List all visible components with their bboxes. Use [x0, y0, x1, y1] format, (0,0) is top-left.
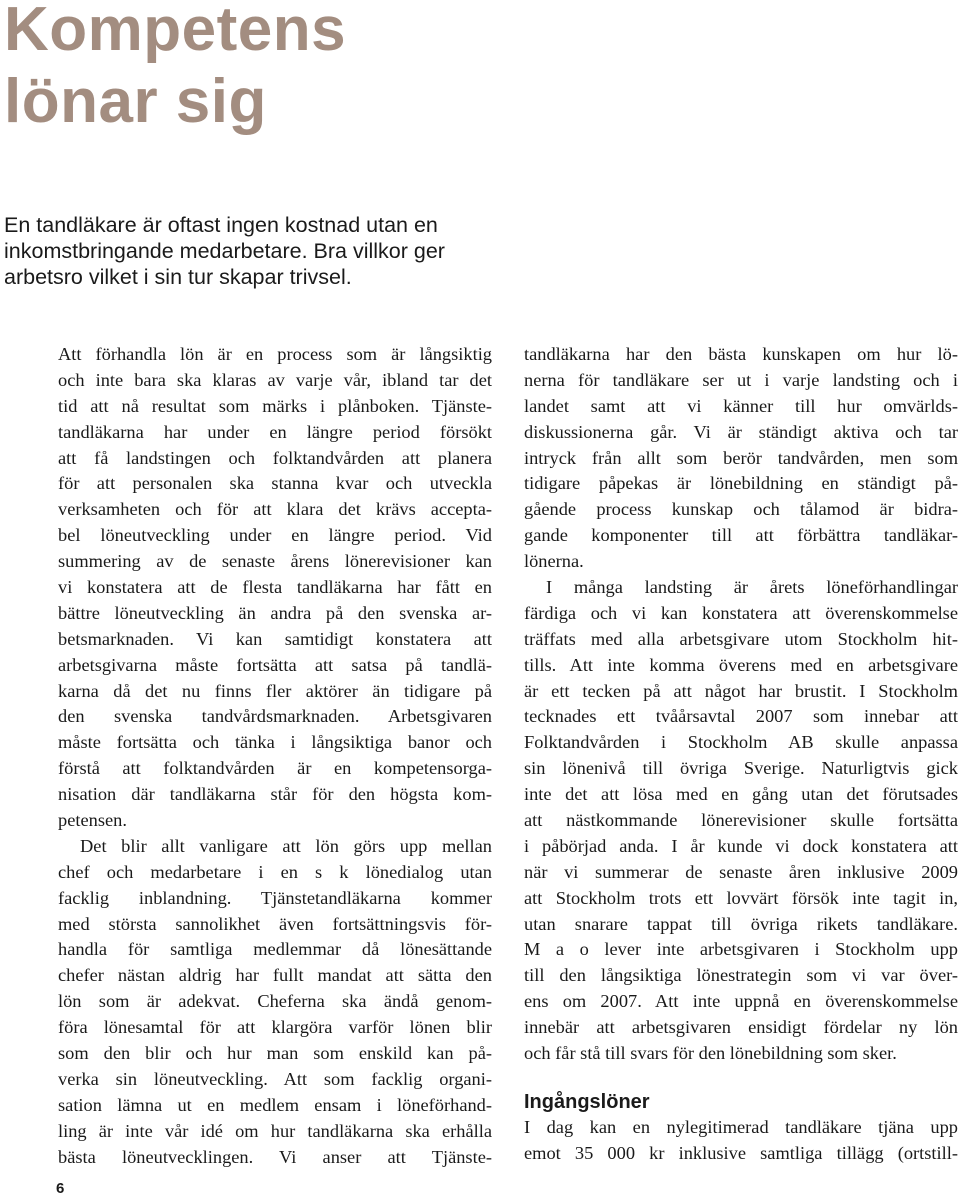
body-line: förstå att folktandvården är en kompetensorga- — [58, 758, 492, 779]
body-line: tid att nå resultat som märks i plånboken. Tjänste- — [58, 395, 492, 416]
body-line: lönerna. — [524, 551, 584, 572]
title-line-2: lönar sig — [4, 67, 267, 136]
body-line: chef och medarbetare i en s k lönedialog utan — [58, 861, 492, 882]
body-line: bel löneutveckling under en längre period. Vid — [58, 525, 492, 546]
body-line: summering av de senaste årens lönerevisioner kan — [58, 551, 492, 572]
body-line: arbetsgivarna måste fortsätta att satsa på tandlä- — [58, 654, 492, 675]
body-line: facklig inblandning. Tjänstetandläkarna kommer — [58, 887, 492, 908]
body-line: och inte bara ska klaras av varje vår, ibland tar det — [58, 369, 492, 390]
body-line: betsmarknaden. Vi kan samtidigt konstatera att — [58, 628, 492, 649]
body-line: landet samt att vi känner till hur omvärlds- — [524, 395, 958, 416]
body-line: gande komponenter till att förbättra tandläkar- — [524, 525, 958, 546]
body-line: M a o lever inte arbetsgivaren i Stockholm upp — [524, 939, 958, 960]
body-column-left — [58, 342, 492, 1171]
body-line: sin lönenivå till övriga Sverige. Naturligtvis gick — [524, 758, 958, 779]
body-line: verksamheten och för att klara det krävs accepta- — [58, 499, 492, 520]
body-line: chefer nästan aldrig har fullt mandat att sätta den — [58, 965, 492, 986]
body-line: gående process kunskap och tålamod är bidra- — [524, 499, 958, 520]
title-line-1: Kompetens — [4, 0, 347, 64]
body-line: emot 35 000 kr inklusive samtliga tillägg (ortstill- — [524, 1142, 958, 1163]
body-line: för att personalen ska stanna kvar och utveckla — [58, 473, 492, 494]
body-line: tills. Att inte komma överens med en arbetsgivare — [524, 654, 958, 675]
body-line: är ett tecken på att något har brustit. I Stockholm — [524, 680, 958, 701]
body-line: att nästkommande lönerevisioner skulle fortsätta — [524, 810, 958, 831]
body-line: tandläkarna har under en längre period försökt — [58, 421, 492, 442]
body-line: föra lönesamtal för att klargöra varför lönen blir — [58, 1017, 492, 1038]
page-number: 6 — [56, 1180, 65, 1197]
body-line: nisation där tandläkarna står för den högsta kom- — [58, 784, 492, 805]
body-line: att Stockholm trots ett lovvärt försök inte tagit in, — [524, 887, 958, 908]
body-line: vi konstatera att de flesta tandläkarna har fått en — [58, 577, 492, 598]
body-line: med största sannolikhet även fortsättningsvis för- — [58, 913, 492, 934]
body-line: handla för samtliga medlemmar då lönesättande — [58, 939, 492, 960]
body-line: nerna för tandläkare ser ut i varje landsting och i — [524, 369, 958, 390]
body-line: som den blir och hur man som enskild kan på- — [58, 1043, 492, 1064]
page-title — [4, 0, 346, 138]
body-line: bästa löneutvecklingen. Vi anser att Tjänste- — [58, 1146, 492, 1167]
section-heading: Ingångslöner — [524, 1090, 650, 1113]
body-line: Att förhandla lön är en process som är långsiktig — [58, 344, 492, 364]
body-line: petensen. — [58, 810, 127, 831]
body-line: när vi summerar de senaste åren inklusive 2009 — [524, 861, 958, 882]
body-line: i påbörjad anda. I år kunde vi dock konstatera att — [524, 835, 958, 856]
body-line: verka sin löneutveckling. Att som facklig organi- — [58, 1068, 492, 1089]
body-line: I många landsting är årets löneförhandlingar — [546, 577, 958, 598]
body-line: diskussionerna går. Vi är ständigt aktiva och tar — [524, 421, 958, 442]
body-line: den svenska tandvårdsmarknaden. Arbetsgivaren — [58, 706, 492, 727]
body-line: karna då det nu finns fler aktörer än tidigare på — [58, 680, 492, 701]
body-line: ling är inte vår idé om hur tandläkarna ska erhålla — [58, 1120, 492, 1141]
body-line: innebär att arbetsgivaren ensidigt fördelar ny lön — [524, 1017, 958, 1038]
lead-line: inkomstbringande medarbetare. Bra villkor ger — [4, 239, 445, 263]
body-line: Folktandvården i Stockholm AB skulle anpassa — [524, 732, 958, 753]
body-column-right — [524, 342, 958, 1167]
body-line: utan snarare tappat till övriga rikets tandläkare. — [524, 913, 958, 934]
body-line: intryck från allt som berör tandvården, men som — [524, 447, 958, 468]
body-line: inte det att lösa med en gång utan det förutsades — [524, 784, 958, 805]
body-line: bättre löneutveckling än andra på den svenska ar- — [58, 602, 492, 623]
body-line: till den långsiktiga lönestrategin som vi var över- — [524, 965, 958, 986]
body-line: Det blir allt vanligare att lön görs upp mellan — [80, 835, 492, 856]
body-line: sation lämna ut en medlem ensam i löneförhand- — [58, 1094, 492, 1115]
body-line: tandläkarna har den bästa kunskapen om hur lö- — [524, 344, 958, 364]
body-line: tidigare påpekas är lönebildning en ständigt på- — [524, 473, 958, 494]
body-line: måste fortsätta och tänka i långsiktiga banor och — [58, 732, 492, 753]
body-line: tecknades ett tvåårsavtal 2007 som innebar att — [524, 706, 958, 727]
body-line: ens om 2007. Att inte uppnå en överenskommelse — [524, 991, 958, 1012]
body-line: att få landstingen och folktandvården att planera — [58, 447, 492, 468]
body-line: färdiga och vi kan konstatera att överenskommelse — [524, 602, 958, 623]
lead-line: arbetsro vilket i sin tur skapar trivsel. — [4, 265, 352, 289]
body-line: lön som är adekvat. Cheferna ska ändå genom- — [58, 991, 492, 1012]
lead-paragraph — [4, 212, 445, 290]
body-line: träffats med alla arbetsgivare utom Stockholm hit- — [524, 628, 958, 649]
body-line: och får stå till svars för den lönebildning som sker. — [524, 1043, 897, 1064]
lead-line: En tandläkare är oftast ingen kostnad utan en — [4, 213, 438, 237]
body-line: I dag kan en nylegitimerad tandläkare tjäna upp — [524, 1116, 958, 1137]
